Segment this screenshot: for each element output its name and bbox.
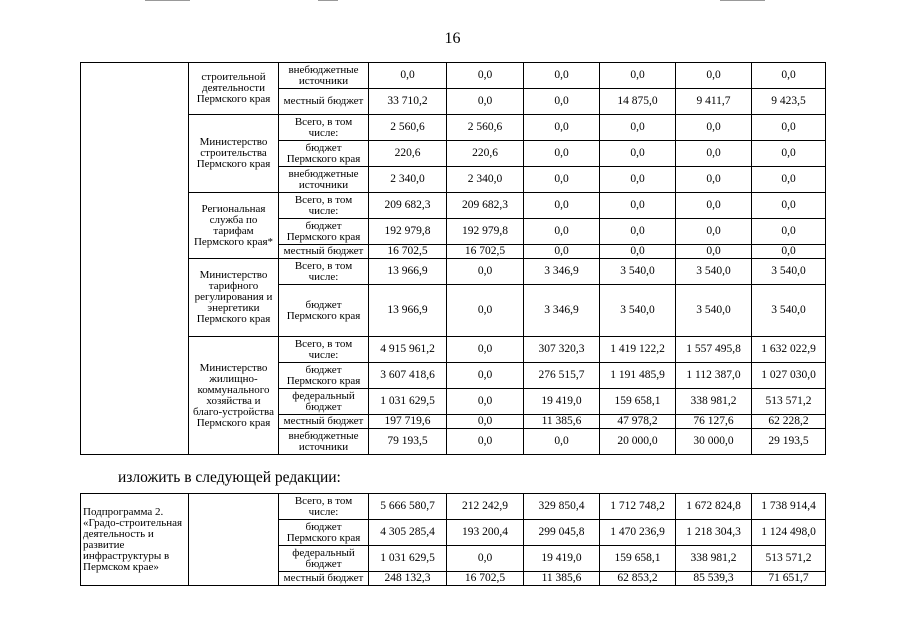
page-top-rule-left bbox=[145, 0, 190, 1]
amount-cell: 3 540,0 bbox=[600, 259, 676, 285]
amount-cell: 0,0 bbox=[676, 141, 752, 167]
funding-source-cell: Всего, в том числе: bbox=[279, 337, 369, 363]
amount-cell: 9 423,5 bbox=[752, 89, 826, 115]
program-cell-empty bbox=[81, 63, 189, 455]
amount-cell: 1 632 022,9 bbox=[752, 337, 826, 363]
amount-cell: 3 607 418,6 bbox=[369, 363, 447, 389]
amount-cell: 212 242,9 bbox=[447, 494, 524, 520]
amount-cell: 0,0 bbox=[447, 389, 524, 415]
amount-cell: 0,0 bbox=[676, 115, 752, 141]
amount-cell: 0,0 bbox=[600, 115, 676, 141]
amount-cell: 192 979,8 bbox=[447, 219, 524, 245]
amount-cell: 0,0 bbox=[524, 89, 600, 115]
amount-cell: 79 193,5 bbox=[369, 429, 447, 455]
subprogram-cell: Подпрограмма 2. «Градо-строительная деятельность и развитие инфраструктуры в Пермском крае» bbox=[81, 494, 189, 586]
amount-cell: 30 000,0 bbox=[676, 429, 752, 455]
amount-cell: 0,0 bbox=[752, 193, 826, 219]
amount-cell: 159 658,1 bbox=[600, 546, 676, 572]
funding-source-cell: бюджет Пермского края bbox=[279, 363, 369, 389]
amount-cell: 513 571,2 bbox=[752, 389, 826, 415]
amount-cell: 1 738 914,4 bbox=[752, 494, 826, 520]
amount-cell: 2 560,6 bbox=[369, 115, 447, 141]
amount-cell: 1 419 122,2 bbox=[600, 337, 676, 363]
amount-cell: 1 557 495,8 bbox=[676, 337, 752, 363]
amount-cell: 0,0 bbox=[524, 245, 600, 259]
amount-cell: 0,0 bbox=[752, 115, 826, 141]
amount-cell: 16 702,5 bbox=[369, 245, 447, 259]
amount-cell: 299 045,8 bbox=[524, 520, 600, 546]
executor-cell: Министерство жилищно-коммунального хозяйства и благо-устройства Пермского края bbox=[189, 337, 279, 455]
amount-cell: 0,0 bbox=[447, 363, 524, 389]
amount-cell: 1 470 236,9 bbox=[600, 520, 676, 546]
amount-cell: 0,0 bbox=[524, 63, 600, 89]
amount-cell: 3 540,0 bbox=[752, 259, 826, 285]
amount-cell: 0,0 bbox=[600, 63, 676, 89]
amount-cell: 11 385,6 bbox=[524, 572, 600, 586]
amount-cell: 513 571,2 bbox=[752, 546, 826, 572]
amount-cell: 329 850,4 bbox=[524, 494, 600, 520]
funding-source-cell: внебюджетные источники bbox=[279, 167, 369, 193]
page-top-rule-right bbox=[720, 0, 765, 1]
amount-cell: 0,0 bbox=[752, 219, 826, 245]
funding-source-cell: местный бюджет bbox=[279, 572, 369, 586]
amount-cell: 11 385,6 bbox=[524, 415, 600, 429]
amount-cell: 193 200,4 bbox=[447, 520, 524, 546]
amount-cell: 0,0 bbox=[752, 63, 826, 89]
amount-cell: 20 000,0 bbox=[600, 429, 676, 455]
executor-cell: Региональная служба по тарифам Пермского края* bbox=[189, 193, 279, 259]
amount-cell: 76 127,6 bbox=[676, 415, 752, 429]
executor-cell-empty bbox=[189, 494, 279, 586]
table-row bbox=[81, 193, 826, 219]
funding-source-cell: бюджет Пермского края bbox=[279, 219, 369, 245]
funding-source-cell: бюджет Пермского края bbox=[279, 520, 369, 546]
amount-cell: 0,0 bbox=[752, 245, 826, 259]
funding-source-cell: бюджет Пермского края bbox=[279, 285, 369, 337]
amendment-phrase: изложить в следующей редакции: bbox=[118, 469, 341, 486]
funding-source-cell: местный бюджет bbox=[279, 89, 369, 115]
amount-cell: 338 981,2 bbox=[676, 389, 752, 415]
amount-cell: 1 124 498,0 bbox=[752, 520, 826, 546]
funding-source-cell: федеральный бюджет bbox=[279, 389, 369, 415]
amount-cell: 0,0 bbox=[447, 546, 524, 572]
executor-cell: Министерство тарифного регулирования и энергетики Пермского края bbox=[189, 259, 279, 337]
amount-cell: 14 875,0 bbox=[600, 89, 676, 115]
amount-cell: 19 419,0 bbox=[524, 546, 600, 572]
table-row bbox=[81, 63, 826, 89]
amount-cell: 85 539,3 bbox=[676, 572, 752, 586]
funding-table-new-edition bbox=[80, 493, 826, 586]
page-number: 16 bbox=[444, 30, 461, 47]
amount-cell: 3 540,0 bbox=[600, 285, 676, 337]
funding-source-cell: местный бюджет bbox=[279, 245, 369, 259]
funding-table-continued bbox=[80, 62, 826, 455]
amount-cell: 33 710,2 bbox=[369, 89, 447, 115]
amount-cell: 1 031 629,5 bbox=[369, 389, 447, 415]
amount-cell: 16 702,5 bbox=[447, 245, 524, 259]
amount-cell: 0,0 bbox=[600, 167, 676, 193]
amount-cell: 248 132,3 bbox=[369, 572, 447, 586]
amount-cell: 0,0 bbox=[369, 63, 447, 89]
amount-cell: 0,0 bbox=[600, 193, 676, 219]
amount-cell: 1 191 485,9 bbox=[600, 363, 676, 389]
amount-cell: 4 915 961,2 bbox=[369, 337, 447, 363]
amount-cell: 62 228,2 bbox=[752, 415, 826, 429]
amount-cell: 5 666 580,7 bbox=[369, 494, 447, 520]
amount-cell: 71 651,7 bbox=[752, 572, 826, 586]
funding-source-cell: Всего, в том числе: bbox=[279, 259, 369, 285]
amount-cell: 1 218 304,3 bbox=[676, 520, 752, 546]
amount-cell: 0,0 bbox=[600, 219, 676, 245]
amount-cell: 16 702,5 bbox=[447, 572, 524, 586]
amount-cell: 3 540,0 bbox=[676, 285, 752, 337]
amount-cell: 0,0 bbox=[752, 167, 826, 193]
amount-cell: 0,0 bbox=[447, 63, 524, 89]
table-row bbox=[81, 337, 826, 363]
amount-cell: 1 112 387,0 bbox=[676, 363, 752, 389]
amount-cell: 0,0 bbox=[676, 219, 752, 245]
amount-cell: 220,6 bbox=[447, 141, 524, 167]
amount-cell: 159 658,1 bbox=[600, 389, 676, 415]
amount-cell: 0,0 bbox=[524, 141, 600, 167]
amount-cell: 1 031 629,5 bbox=[369, 546, 447, 572]
amount-cell: 2 340,0 bbox=[447, 167, 524, 193]
funding-source-cell: Всего, в том числе: bbox=[279, 494, 369, 520]
amount-cell: 0,0 bbox=[524, 193, 600, 219]
amount-cell: 3 540,0 bbox=[676, 259, 752, 285]
amount-cell: 0,0 bbox=[676, 245, 752, 259]
amount-cell: 1 672 824,8 bbox=[676, 494, 752, 520]
table-row bbox=[81, 115, 826, 141]
amount-cell: 0,0 bbox=[447, 429, 524, 455]
amount-cell: 209 682,3 bbox=[447, 193, 524, 219]
funding-source-cell: Всего, в том числе: bbox=[279, 193, 369, 219]
amount-cell: 19 419,0 bbox=[524, 389, 600, 415]
funding-source-cell: бюджет Пермского края bbox=[279, 141, 369, 167]
amount-cell: 0,0 bbox=[600, 245, 676, 259]
executor-cell: строительной деятельности Пермского края bbox=[189, 63, 279, 115]
amount-cell: 209 682,3 bbox=[369, 193, 447, 219]
amount-cell: 0,0 bbox=[447, 89, 524, 115]
amount-cell: 0,0 bbox=[447, 285, 524, 337]
amount-cell: 0,0 bbox=[447, 337, 524, 363]
amount-cell: 0,0 bbox=[676, 167, 752, 193]
amount-cell: 47 978,2 bbox=[600, 415, 676, 429]
table-row bbox=[81, 494, 826, 520]
table-row bbox=[81, 259, 826, 285]
funding-source-cell: Всего, в том числе: bbox=[279, 115, 369, 141]
amount-cell: 0,0 bbox=[447, 415, 524, 429]
amount-cell: 4 305 285,4 bbox=[369, 520, 447, 546]
amount-cell: 307 320,3 bbox=[524, 337, 600, 363]
amount-cell: 0,0 bbox=[752, 141, 826, 167]
amount-cell: 0,0 bbox=[524, 429, 600, 455]
amount-cell: 0,0 bbox=[447, 259, 524, 285]
amount-cell: 1 712 748,2 bbox=[600, 494, 676, 520]
amount-cell: 192 979,8 bbox=[369, 219, 447, 245]
amount-cell: 3 540,0 bbox=[752, 285, 826, 337]
amount-cell: 0,0 bbox=[676, 193, 752, 219]
amount-cell: 2 560,6 bbox=[447, 115, 524, 141]
page-top-rule-mid bbox=[318, 0, 338, 1]
amount-cell: 0,0 bbox=[676, 63, 752, 89]
amount-cell: 197 719,6 bbox=[369, 415, 447, 429]
amount-cell: 3 346,9 bbox=[524, 259, 600, 285]
funding-source-cell: местный бюджет bbox=[279, 415, 369, 429]
amount-cell: 338 981,2 bbox=[676, 546, 752, 572]
amount-cell: 0,0 bbox=[524, 115, 600, 141]
amount-cell: 1 027 030,0 bbox=[752, 363, 826, 389]
amount-cell: 62 853,2 bbox=[600, 572, 676, 586]
amount-cell: 29 193,5 bbox=[752, 429, 826, 455]
amount-cell: 3 346,9 bbox=[524, 285, 600, 337]
amount-cell: 220,6 bbox=[369, 141, 447, 167]
amount-cell: 9 411,7 bbox=[676, 89, 752, 115]
funding-source-cell: внебюджетные источники bbox=[279, 429, 369, 455]
amount-cell: 13 966,9 bbox=[369, 285, 447, 337]
funding-source-cell: федеральный бюджет bbox=[279, 546, 369, 572]
amount-cell: 2 340,0 bbox=[369, 167, 447, 193]
amount-cell: 276 515,7 bbox=[524, 363, 600, 389]
amount-cell: 0,0 bbox=[600, 141, 676, 167]
amount-cell: 0,0 bbox=[524, 167, 600, 193]
amount-cell: 13 966,9 bbox=[369, 259, 447, 285]
funding-source-cell: внебюджетные источники bbox=[279, 63, 369, 89]
executor-cell: Министерство строительства Пермского края bbox=[189, 115, 279, 193]
amount-cell: 0,0 bbox=[524, 219, 600, 245]
